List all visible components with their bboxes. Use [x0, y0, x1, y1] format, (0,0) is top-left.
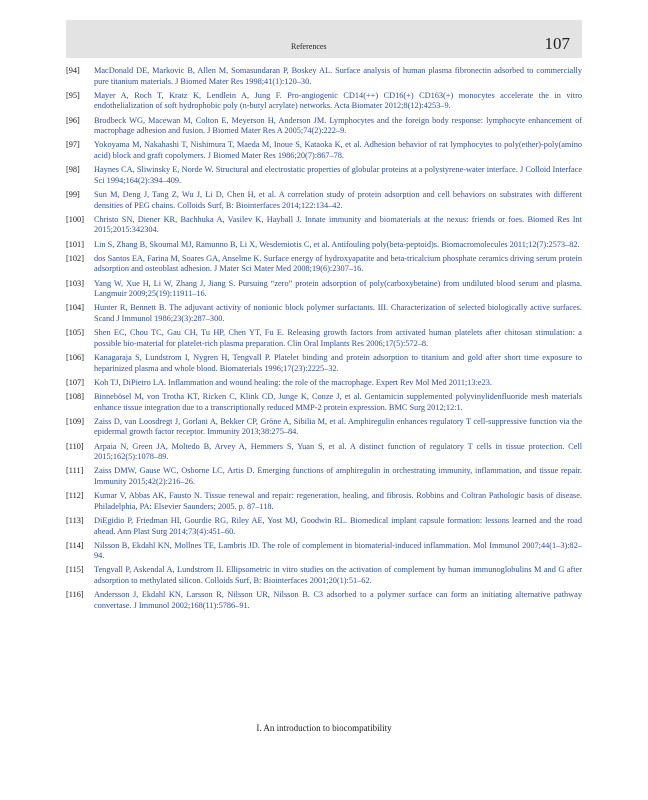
reference-citation-link[interactable]: Tengvall P, Askendal A, Lundstrom II. Ellipsometric in vitro studies on the activation of complement by human immunoglobulins M and G after adsorption to methylated silicon. Colloids Surf, B: Biointerfaces 2001;20(1):51–62. [94, 565, 582, 586]
reference-number: [111] [66, 466, 84, 476]
reference-entry [66, 491, 582, 512]
reference-entry [66, 303, 582, 324]
reference-number: [103] [66, 278, 84, 288]
reference-citation-link[interactable]: Mayer A, Roch T, Kratz K, Lendlein A, Jung F. Pro-angiogenic CD14(++) CD16(+) CD163(+) monocytes accelerate the in vitro endothelialization of soft hydrophobic poly (n-butyl acrylate) networks. Acta Biomater 2012;8(12):4253–9. [94, 90, 582, 111]
reference-citation-link[interactable]: MacDonald DE, Markovic B, Allen M, Somasundaran P, Boskey AL. Surface analysis of human plasma fibronectin adsorbed to commercially pure titanium materials. J Biomed Mater Res 1998;41(1):120–30. [94, 66, 582, 86]
reference-entry [66, 240, 582, 251]
reference-citation-link[interactable]: Brodbeck WG, Macewan M, Colton E, Meyerson H, Anderson JM. Lymphocytes and the foreign body response: lymphocyte enhancement of macrophage adhesion and fusion. J Biomed Mater Res A 2005;74(2):222–9. [94, 115, 582, 136]
reference-citation-link[interactable]: Arpaia N, Green JA, Moltedo B, Arvey A, Hemmers S, Yuan S, et al. A distinct function of regulatory T cells in tissue protection. Cell 2015;162(5):1078–89. [94, 441, 582, 462]
reference-citation-link[interactable]: Lin S, Zhang B, Skoumal MJ, Ramunno B, Li X, Wesdemiotis C, et al. Antifouling poly(beta-peptoid)s. Biomacromolecules 2011;12(7):2573–82. [94, 239, 580, 249]
reference-number: [98] [66, 165, 80, 175]
reference-citation-link[interactable]: Yokoyama M, Nakahashi T, Nishimura T, Maeda M, Inoue S, Kataoka K, et al. Adhesion behavior of rat lymphocytes to poly(ether)-poly(amino acid) block and graft copolymers. J Biomed Mater Res 1986;20(7):867–78. [94, 140, 582, 161]
reference-number: [109] [66, 416, 84, 426]
reference-number: [113] [66, 515, 84, 525]
reference-number: [100] [66, 214, 84, 224]
running-header-bar [66, 20, 582, 58]
reference-number: [104] [66, 303, 84, 313]
reference-entry [66, 541, 582, 562]
reference-number: [99] [66, 189, 80, 199]
reference-number: [115] [66, 565, 84, 575]
running-footer: I. An introduction to biocompatibility [256, 723, 392, 733]
reference-entry [66, 215, 582, 236]
reference-entry [66, 392, 582, 413]
reference-citation-link[interactable]: Koh TJ, DiPietro LA. Inflammation and wound healing: the role of the macrophage. Expert Rev Mol Med 2011;13:e23. [94, 377, 492, 387]
reference-citation-link[interactable]: Haynes CA, Sliwinsky E, Norde W. Structural and electrostatic properties of globular proteins at a polystyrene-water interface. J Colloid Interface Sci 1994;164(2):394–409. [94, 165, 582, 185]
reference-list [66, 66, 582, 615]
reference-citation-link[interactable]: Yang W, Xue H, Li W, Zhang J, Jiang S. Pursuing “zero” protein adsorption of poly(carboxybetaine) from undiluted blood serum and plasma. Langmuir 2009;25(19):11911–16. [94, 278, 582, 299]
reference-entry [66, 565, 582, 586]
reference-entry [66, 254, 582, 275]
reference-number: [97] [66, 140, 80, 150]
reference-entry [66, 279, 582, 300]
reference-entry [66, 442, 582, 463]
reference-number: [114] [66, 540, 84, 550]
reference-entry [66, 328, 582, 349]
reference-citation-link[interactable]: Zaiss DMW, Gause WC, Osborne LC, Artis D. Emerging functions of amphiregulin in orchestrating immunity, inflammation, and tissue repair. Immunity 2015;42(2):216–26. [94, 466, 582, 486]
reference-entry [66, 516, 582, 537]
reference-entry [66, 190, 582, 211]
running-header-section-title: References [291, 42, 327, 51]
reference-citation-link[interactable]: DiEgidio P, Friedman HI, Gourdie RG, Riley AE, Yost MJ, Goodwin RL. Biomedical implant capsule formation: lessons learned and the road ahead. Ann Plast Surg 2014;73(4):451–60. [94, 515, 582, 536]
reference-entry [66, 353, 582, 374]
reference-entry [66, 590, 582, 611]
reference-number: [95] [66, 90, 80, 100]
page-number: 107 [544, 34, 570, 53]
reference-number: [108] [66, 391, 84, 401]
reference-number: [116] [66, 590, 84, 600]
reference-citation-link[interactable]: Andersson J, Ekdahl KN, Larsson R, Nilsson UR, Nilsson B. C3 adsorbed to a polymer surface can form an initiating alternative pathway convertase. J Immunol 2002;168(11):5786–91. [94, 590, 582, 610]
reference-number: [102] [66, 253, 84, 263]
reference-entry [66, 417, 582, 438]
reference-citation-link[interactable]: Kumar V, Abbas AK, Fausto N. Tissue renewal and repair: regeneration, healing, and fibrosis. Robbins and Coltran Pathologic basis of disease. Philadelphia, PA: Elsevier Saunders; 2005. p. 87–118. [94, 491, 582, 511]
reference-number: [112] [66, 491, 84, 501]
reference-citation-link[interactable]: Sun M, Deng J, Tang Z, Wu J, Li D, Chen H, et al. A correlation study of protein adsorption and cell behaviors on substrates with different densities of PEG chains. Colloids Surf, B: Biointerfaces 2014;122:134–42. [94, 189, 582, 210]
reference-citation-link[interactable]: Nilsson B, Ekdahl KN, Mollnes TE, Lambris JD. The role of complement in biomaterial-induced inflammation. Mol Immunol 2007;44(1–3):82–94. [94, 540, 582, 561]
reference-entry [66, 378, 582, 389]
reference-citation-link[interactable]: Binnebösel M, von Trotha KT, Ricken C, Klink CD, Junge K, Conze J, et al. Gentamicin supplemented polyvinylidenfluoride mesh materials enhance tissue integration due to a transcriptionally reduced MMP-2 protein expression. BMC Surg 2012;12:1. [94, 391, 582, 412]
reference-entry [66, 165, 582, 186]
reference-number: [101] [66, 239, 84, 249]
reference-citation-link[interactable]: Shen EC, Chou TC, Gau CH, Tu HP, Chen YT, Fu E. Releasing growth factors from activated human platelets after chitosan stimulation: a possible bio-material for platelet-rich plasma preparation. Clin Oral Implants Res 2006;17(5):572–8. [94, 328, 582, 348]
reference-number: [110] [66, 441, 84, 451]
reference-number: [107] [66, 377, 84, 387]
reference-entry [66, 140, 582, 161]
reference-citation-link[interactable]: Hunter R, Bennett B. The adjuvant activity of nonionic block polymer surfactants. III. Characterization of selected biologically active surfaces. Scand J Immunol 1986;23(3):287–300. [94, 303, 582, 323]
reference-citation-link[interactable]: dos Santos EA, Farina M, Soares GA, Anselme K. Surface energy of hydroxyapatite and beta-tricalcium phosphate ceramics driving serum protein adsorption and osteoblast adhesion. J Mater Sci Mater Med 2008;19(6):2307–16. [94, 253, 582, 274]
reference-citation-link[interactable]: Zaiss D, van Loosdregt J, Gorlani A, Bekker CP, Gröne A, Sibilia M, et al. Amphiregulin enhances regulatory T cell-suppressive function via the epidermal growth factor receptor. Immunity 2013;38:275–84. [94, 416, 582, 437]
reference-number: [94] [66, 66, 80, 75]
reference-number: [96] [66, 115, 80, 125]
reference-citation-link[interactable]: Christo SN, Diener KR, Bachhuka A, Vasilev K, Hayball J. Innate immunity and biomaterials at the nexus: friends or foes. Biomed Res Int 2015;2015:342304. [94, 214, 582, 235]
reference-citation-link[interactable]: Kanagaraja S, Lundstrom I, Nygren H, Tengvall P. Platelet binding and protein adsorption to titanium and gold after short time exposure to heparinized plasma and whole blood. Biomaterials 1996;17(23):2225–32. [94, 352, 582, 373]
reference-entry [66, 66, 582, 87]
reference-entry [66, 116, 582, 137]
reference-number: [106] [66, 352, 84, 362]
reference-number: [105] [66, 328, 84, 338]
reference-entry [66, 466, 582, 487]
reference-entry [66, 91, 582, 112]
